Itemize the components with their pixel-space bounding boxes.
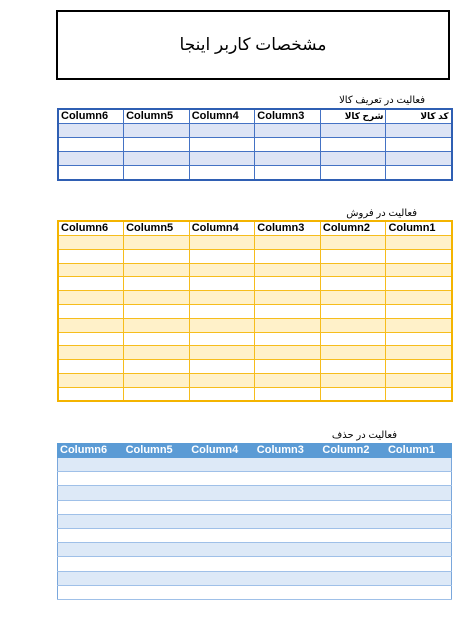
table-row: [58, 360, 452, 374]
table-cell[interactable]: [58, 387, 124, 401]
table-cell[interactable]: [386, 124, 452, 138]
table-cell[interactable]: [255, 346, 321, 360]
column-header[interactable]: Column4: [189, 444, 255, 458]
column-header[interactable]: Column4: [189, 109, 255, 124]
table-cell[interactable]: [124, 332, 190, 346]
column-header[interactable]: Column1: [385, 444, 451, 458]
table-cell[interactable]: [255, 166, 321, 180]
table-cell[interactable]: [124, 387, 190, 401]
section-caption-product-definition: فعالیت در تعریف کالا: [339, 95, 425, 106]
table-cell[interactable]: [124, 263, 190, 277]
product-definition-table: [57, 108, 453, 181]
table-cell[interactable]: [124, 304, 190, 318]
table-cell[interactable]: [320, 304, 386, 318]
table-cell[interactable]: [189, 472, 255, 486]
table-row: [58, 152, 452, 166]
table-cell[interactable]: [255, 236, 321, 250]
table-cell[interactable]: [254, 528, 320, 542]
table-cell[interactable]: [385, 528, 451, 542]
table-cell[interactable]: [385, 514, 451, 528]
column-header[interactable]: Column2: [320, 221, 386, 236]
table-cell[interactable]: [254, 585, 320, 599]
table-header-row: [58, 109, 452, 124]
table-cell[interactable]: [254, 472, 320, 486]
table-cell[interactable]: [124, 346, 190, 360]
deletion-table: [57, 443, 452, 600]
table-cell[interactable]: [123, 500, 189, 514]
table-row: [58, 249, 452, 263]
table-cell[interactable]: [320, 500, 386, 514]
table-row: [58, 528, 452, 542]
table-cell[interactable]: [124, 249, 190, 263]
column-header[interactable]: Column3: [254, 444, 320, 458]
table-cell[interactable]: [386, 387, 452, 401]
table-row: [58, 277, 452, 291]
table-header-row: [58, 221, 452, 236]
table-cell[interactable]: [58, 543, 124, 557]
table-cell[interactable]: [320, 472, 386, 486]
table-cell[interactable]: [123, 543, 189, 557]
table-cell[interactable]: [255, 304, 321, 318]
table-cell[interactable]: [386, 236, 452, 250]
table-cell[interactable]: [386, 291, 452, 305]
table-cell[interactable]: [255, 263, 321, 277]
table-cell[interactable]: [254, 458, 320, 472]
table-cell[interactable]: [320, 152, 386, 166]
table-row: [58, 514, 452, 528]
table-cell[interactable]: [386, 277, 452, 291]
table-cell[interactable]: [320, 346, 386, 360]
table-cell[interactable]: [58, 373, 124, 387]
table-cell[interactable]: [320, 528, 386, 542]
column-header[interactable]: کد کالا: [386, 109, 452, 124]
table-cell[interactable]: [123, 514, 189, 528]
section-caption-sales: فعالیت در فروش: [346, 208, 417, 219]
table-row: [58, 318, 452, 332]
table-cell[interactable]: [189, 360, 255, 374]
table-cell[interactable]: [255, 152, 321, 166]
table-row: [58, 236, 452, 250]
table-cell[interactable]: [189, 166, 255, 180]
table-cell[interactable]: [189, 387, 255, 401]
table-cell[interactable]: [255, 360, 321, 374]
table-cell[interactable]: [386, 138, 452, 152]
table-cell[interactable]: [58, 514, 124, 528]
table-cell[interactable]: [386, 166, 452, 180]
table-cell[interactable]: [58, 528, 124, 542]
table-cell[interactable]: [58, 291, 124, 305]
table-cell[interactable]: [385, 585, 451, 599]
table-row: [58, 166, 452, 180]
table-cell[interactable]: [320, 332, 386, 346]
table-row: [58, 124, 452, 138]
table-cell[interactable]: [320, 514, 386, 528]
table-cell[interactable]: [58, 557, 124, 571]
table-cell[interactable]: [189, 585, 255, 599]
table-cell[interactable]: [320, 249, 386, 263]
table-cell[interactable]: [320, 166, 386, 180]
table-cell[interactable]: [385, 486, 451, 500]
table-cell[interactable]: [189, 263, 255, 277]
table-cell[interactable]: [124, 360, 190, 374]
user-details-box[interactable]: [56, 10, 450, 80]
table-cell[interactable]: [254, 500, 320, 514]
table-cell[interactable]: [124, 166, 190, 180]
table-cell[interactable]: [123, 528, 189, 542]
table-cell[interactable]: [58, 304, 124, 318]
table-cell[interactable]: [320, 360, 386, 374]
table-cell[interactable]: [58, 332, 124, 346]
table-cell[interactable]: [320, 373, 386, 387]
table-cell[interactable]: [58, 166, 124, 180]
table-cell[interactable]: [254, 557, 320, 571]
table-row: [58, 138, 452, 152]
table-cell[interactable]: [58, 277, 124, 291]
table-cell[interactable]: [386, 263, 452, 277]
table-cell[interactable]: [189, 373, 255, 387]
table-cell[interactable]: [254, 514, 320, 528]
table-cell[interactable]: [385, 571, 451, 585]
table-cell[interactable]: [189, 557, 255, 571]
table-cell[interactable]: [320, 571, 386, 585]
table-row: [58, 332, 452, 346]
table-cell[interactable]: [255, 277, 321, 291]
table-cell[interactable]: [320, 543, 386, 557]
table-cell[interactable]: [58, 346, 124, 360]
table-body: [58, 458, 452, 600]
column-header[interactable]: Column3: [255, 221, 321, 236]
table-cell[interactable]: [255, 249, 321, 263]
table-header-row: [58, 444, 452, 458]
table-row: [58, 571, 452, 585]
table-cell[interactable]: [255, 138, 321, 152]
table-cell[interactable]: [124, 236, 190, 250]
table-cell[interactable]: [255, 291, 321, 305]
table-cell[interactable]: [58, 318, 124, 332]
table-body: [58, 236, 452, 402]
column-header[interactable]: Column4: [189, 221, 255, 236]
page-title: مشخصات کاربر اینجا: [179, 35, 327, 54]
table-cell[interactable]: [254, 486, 320, 500]
table-cell[interactable]: [58, 585, 124, 599]
section-caption-deletion: فعالیت در حذف: [331, 430, 397, 441]
table-cell[interactable]: [254, 543, 320, 557]
table-cell[interactable]: [58, 263, 124, 277]
table-cell[interactable]: [58, 472, 124, 486]
table-row: [58, 458, 452, 472]
table-cell[interactable]: [255, 318, 321, 332]
table-cell[interactable]: [58, 152, 124, 166]
table-cell[interactable]: [58, 458, 124, 472]
table-cell[interactable]: [320, 291, 386, 305]
table-cell[interactable]: [320, 387, 386, 401]
table-cell[interactable]: [320, 138, 386, 152]
table-cell[interactable]: [320, 277, 386, 291]
table-cell[interactable]: [124, 138, 190, 152]
table-cell[interactable]: [124, 277, 190, 291]
column-header[interactable]: Column5: [124, 221, 190, 236]
table-cell[interactable]: [189, 249, 255, 263]
table-cell[interactable]: [124, 124, 190, 138]
table-cell[interactable]: [320, 124, 386, 138]
table-cell[interactable]: [189, 236, 255, 250]
table-cell[interactable]: [320, 557, 386, 571]
table-cell[interactable]: [58, 124, 124, 138]
column-header[interactable]: Column5: [124, 109, 190, 124]
table-cell[interactable]: [386, 346, 452, 360]
table-row: [58, 373, 452, 387]
table-cell[interactable]: [124, 373, 190, 387]
column-header[interactable]: Column6: [58, 221, 124, 236]
table-row: [58, 346, 452, 360]
table-row: [58, 543, 452, 557]
table-row: [58, 304, 452, 318]
table-cell[interactable]: [385, 557, 451, 571]
table-cell[interactable]: [124, 152, 190, 166]
table-cell[interactable]: [58, 486, 124, 500]
table-cell[interactable]: [386, 332, 452, 346]
table-cell[interactable]: [189, 291, 255, 305]
table-cell[interactable]: [58, 500, 124, 514]
table-cell[interactable]: [124, 291, 190, 305]
table-cell[interactable]: [123, 486, 189, 500]
table-cell[interactable]: [58, 138, 124, 152]
table-cell[interactable]: [189, 152, 255, 166]
table-cell[interactable]: [189, 500, 255, 514]
column-header[interactable]: Column6: [58, 444, 124, 458]
table-cell[interactable]: [58, 571, 124, 585]
table-cell[interactable]: [189, 528, 255, 542]
table-cell[interactable]: [189, 277, 255, 291]
table-cell[interactable]: [255, 124, 321, 138]
table-cell[interactable]: [320, 458, 386, 472]
table-cell[interactable]: [189, 346, 255, 360]
table-cell[interactable]: [58, 360, 124, 374]
table-cell[interactable]: [124, 318, 190, 332]
table-cell[interactable]: [189, 458, 255, 472]
column-header[interactable]: Column5: [123, 444, 189, 458]
table-body: [58, 124, 452, 180]
table-cell[interactable]: [189, 304, 255, 318]
table-row: [58, 486, 452, 500]
column-header[interactable]: Column2: [320, 444, 386, 458]
column-header[interactable]: Column1: [386, 221, 452, 236]
column-header[interactable]: Column3: [255, 109, 321, 124]
table-cell[interactable]: [386, 304, 452, 318]
table-cell[interactable]: [189, 138, 255, 152]
table-cell[interactable]: [123, 571, 189, 585]
table-cell[interactable]: [386, 360, 452, 374]
table-cell[interactable]: [386, 249, 452, 263]
table-row: [58, 472, 452, 486]
table-cell[interactable]: [255, 373, 321, 387]
table-cell[interactable]: [58, 249, 124, 263]
column-header[interactable]: شرح کالا: [320, 109, 386, 124]
table-cell[interactable]: [123, 585, 189, 599]
table-cell[interactable]: [123, 557, 189, 571]
table-cell[interactable]: [320, 263, 386, 277]
table-cell[interactable]: [385, 458, 451, 472]
table-row: [58, 585, 452, 599]
table-cell[interactable]: [189, 514, 255, 528]
table-cell[interactable]: [189, 543, 255, 557]
table-cell[interactable]: [189, 486, 255, 500]
table-row: [58, 387, 452, 401]
table-row: [58, 263, 452, 277]
table-cell[interactable]: [386, 152, 452, 166]
table-cell[interactable]: [255, 332, 321, 346]
table-cell[interactable]: [385, 500, 451, 514]
table-cell[interactable]: [189, 124, 255, 138]
table-row: [58, 557, 452, 571]
table-cell[interactable]: [320, 585, 386, 599]
table-cell[interactable]: [189, 318, 255, 332]
table-row: [58, 291, 452, 305]
column-header[interactable]: Column6: [58, 109, 124, 124]
table-cell[interactable]: [123, 472, 189, 486]
table-cell[interactable]: [189, 571, 255, 585]
table-cell[interactable]: [386, 318, 452, 332]
table-cell[interactable]: [385, 543, 451, 557]
table-cell[interactable]: [386, 373, 452, 387]
table-row: [58, 500, 452, 514]
sales-table: [57, 220, 453, 402]
table-cell[interactable]: [320, 318, 386, 332]
table-cell[interactable]: [123, 458, 189, 472]
table-cell[interactable]: [320, 236, 386, 250]
table-cell[interactable]: [58, 236, 124, 250]
table-cell[interactable]: [254, 571, 320, 585]
table-cell[interactable]: [385, 472, 451, 486]
table-cell[interactable]: [320, 486, 386, 500]
table-cell[interactable]: [189, 332, 255, 346]
table-cell[interactable]: [255, 387, 321, 401]
